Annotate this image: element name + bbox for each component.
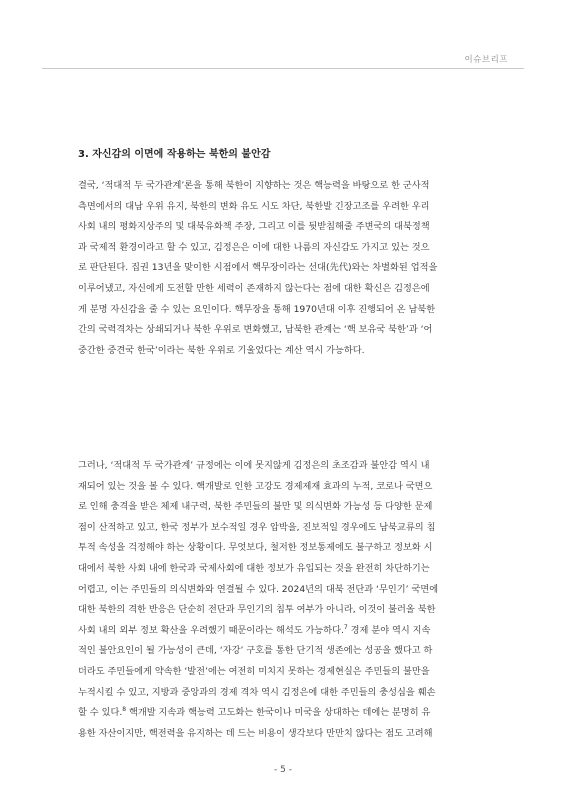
paragraph-line: 게 분명 자신감을 줄 수 있는 요인이다. 핵무장을 통해 1970년대 이후 진행되어 온 남북한: [78, 303, 436, 315]
line-text: 할 수 있다.: [78, 707, 123, 719]
paragraph-line: [78, 703, 488, 724]
paragraph-line: 사회 내의 평화지상주의 및 대북유화책 주장, 그리고 이를 뒷받침해줄 주변국의 대북정책: [78, 221, 430, 233]
line-text: 사회 내의 외부 정보 확산을 우려했기 때문이라는 해석도 가능하다.: [78, 624, 344, 636]
paragraph-line: [78, 621, 488, 642]
paragraph-line: 어렵고, 이는 주민들의 의식변화와 연결될 수 있다. 2024년의 대북 전단과 ‘무인기’ 국면에: [78, 583, 439, 595]
page-number: - 5 -: [274, 765, 292, 775]
section-heading: 3. 자신감의 이면에 작용하는 북한의 불안감: [78, 149, 271, 160]
paragraph-line: 대한 북한의 격한 반응은 단순히 전단과 무인기의 침투 여부가 아니라, 이것이 불러올 북한: [78, 604, 436, 616]
paragraph-line: 과 국제적 환경이라고 할 수 있고, 김정은은 이에 대한 나름의 자신감도 가지고 있는 것으: [78, 241, 430, 253]
footnote-marker-7[interactable]: 7: [343, 623, 348, 631]
paragraph-line: 간의 국력격차는 상쇄되거나 북한 우위로 변화했고, 남북한 관계는 ‘핵 보유국 북한’과 ‘어: [78, 324, 433, 336]
paragraph-line: 누적시킬 수 있고, 지방과 중앙과의 경제 격차 역시 김정은에 대한 주민들의 충성심을 훼손: [78, 686, 436, 698]
paragraph-line: 중간한 중견국 한국’이라는 북한 우위로 기울었다는 계산 역시 가능하다.: [78, 344, 365, 356]
header-divider: [42, 68, 524, 69]
paragraph-line: 재되어 있는 것을 볼 수 있다. 핵개발로 인한 고강도 경제제재 효과의 누적, 코로나 국면으: [78, 480, 433, 492]
line-text: 경제 분야 역시 지속: [347, 624, 431, 636]
paragraph-line: 적인 불안요인이 될 가능성이 큰데, ‘자강’ 구호를 통한 단기적 생존에는 성공을 했다고 하: [78, 645, 433, 657]
paragraph-line: 측면에서의 대남 우위 유지, 북한의 변화 유도 시도 차단, 북한발 긴장고조를 우려한 우리: [78, 200, 430, 212]
paragraph-line: 용한 자산이지만, 핵전력을 유지하는 데 드는 비용이 생각보다 만만치 않다는 점도 고려해: [78, 727, 433, 739]
body-paragraph-2: [78, 456, 488, 744]
line-text: 핵개발 지속과 핵능력 고도화는 한국이나 미국을 상대하는 데에는 분명히 유: [126, 707, 431, 719]
paragraph-line: 그러나, ‘적대적 두 국가관계’ 규정에는 이에 못지않게 김정은의 초조감과 불안감 역시 내: [78, 460, 430, 471]
footnote-marker-8[interactable]: 8: [122, 706, 127, 714]
paragraph-line: 로 인해 충격을 받은 체제 내구력, 북한 주민들의 불만 및 의식변화 가능성 등 다양한 문제: [78, 501, 433, 513]
body-paragraph-1: [78, 176, 488, 361]
paragraph-line: 로 판단된다. 집권 13년을 맞이한 시점에서 핵무장이라는 선대(先代)와는 차별화된 업적을: [78, 262, 438, 274]
paragraph-line: 대에서 북한 사회 내에 한국과 국제사회에 대한 정보가 유입되는 것을 완전히 차단하기는: [78, 562, 430, 574]
header-label: 이슈브리프: [464, 55, 508, 65]
paragraph-line: 결국, ‘적대적 두 국가관계’론을 통해 북한이 지향하는 것은 핵능력을 바탕으로 한 군사적: [78, 180, 430, 191]
paragraph-line: 더라도 주민들에게 약속한 ‘발전’에는 여전히 미치지 못하는 경제현실은 주민들의 불만을: [78, 665, 430, 677]
paragraph-line: 점이 산적하고 있고, 한국 정부가 보수적일 경우 압박을, 진보적일 경우에도 남북교류의 침: [78, 521, 436, 533]
paragraph-line: 투적 속성을 걱정해야 하는 상황이다. 무엇보다, 철저한 정보통제에도 불구하고 정보화 시: [78, 542, 433, 554]
paragraph-line: 이루어냈고, 자신에게 도전할 만한 세력이 존재하지 않는다는 점에 대한 확신은 김정은에: [78, 282, 430, 294]
